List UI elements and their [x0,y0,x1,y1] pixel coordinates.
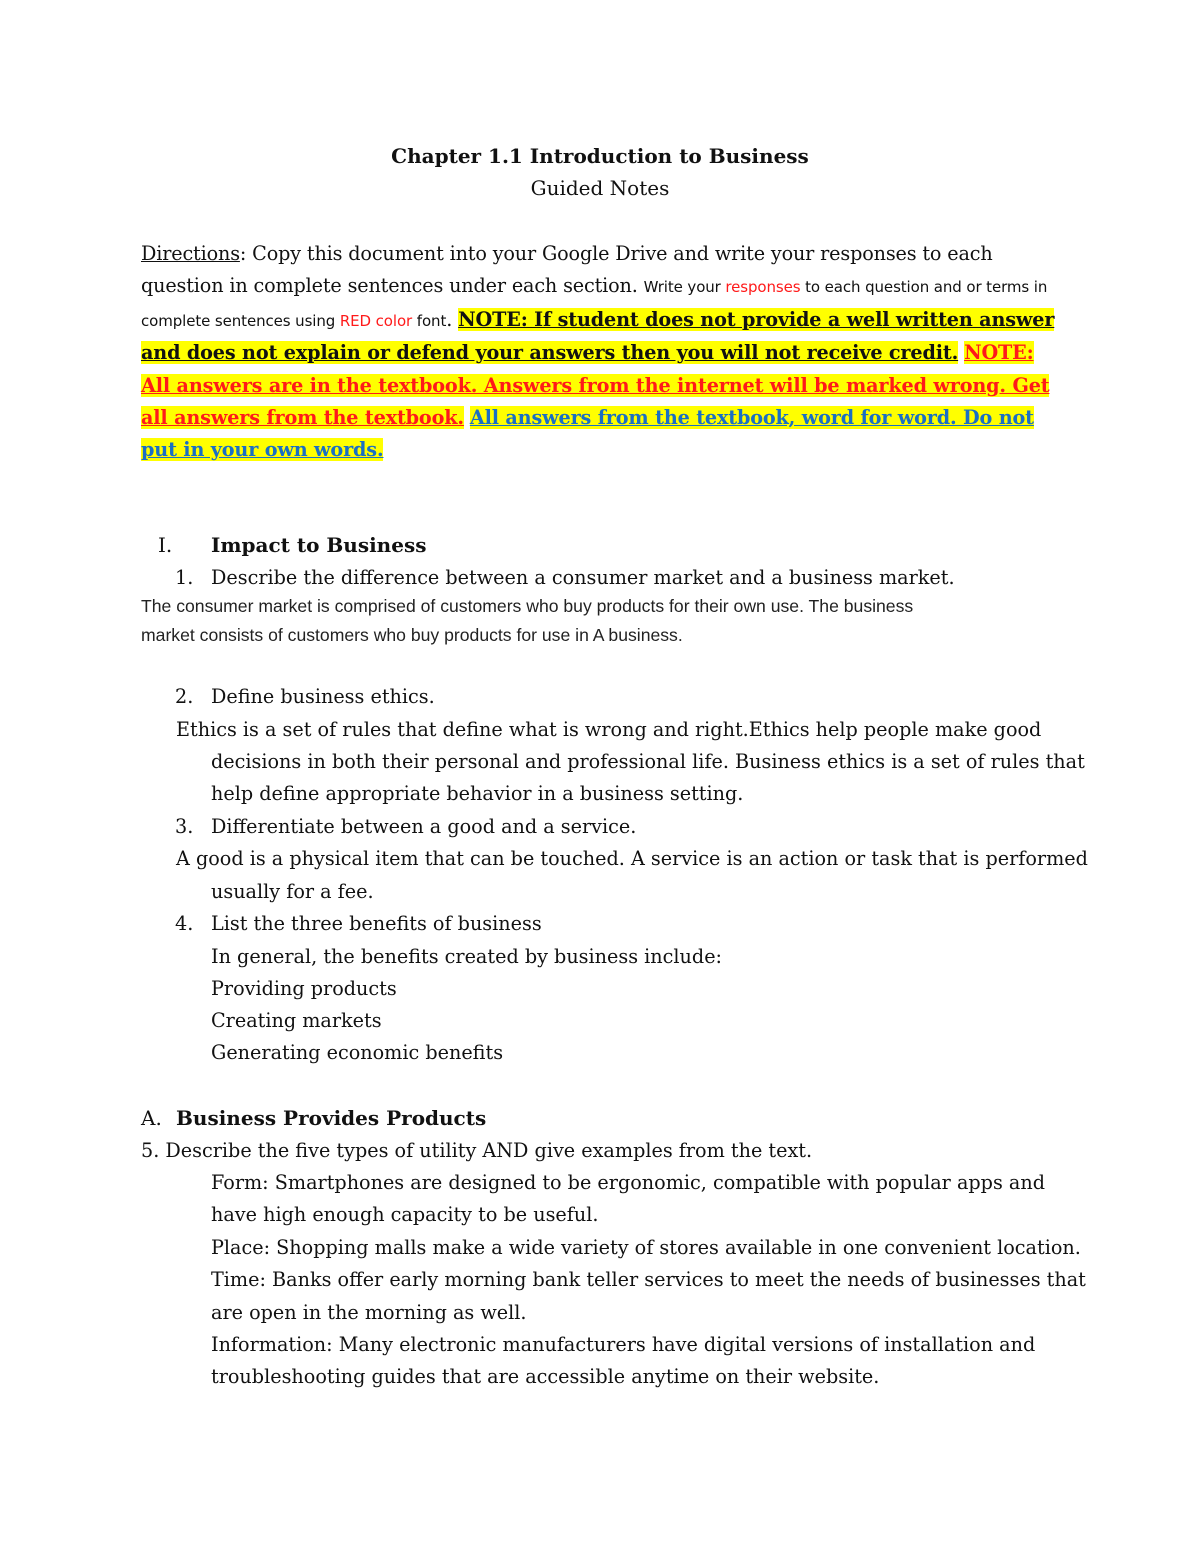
answer-line: Form: Smartphones are designed to be ergonomic, compatible with popular apps and [211,1171,1045,1194]
answer-line: The consumer market is comprised of customers who buy products for their own use. The business [141,596,914,616]
note-space-2 [464,406,470,429]
answer-line: have high enough capacity to be useful. [211,1203,599,1226]
answer-list-item: Providing products [211,977,397,1000]
directions-paragraph [141,238,1056,467]
note-credit-warning: NOTE: If student does not provide a well written answer and does not explain or defend your answers then you will not receive credit. [141,307,1055,365]
answer-line: A good is a physical item that can be touched. A service is an action or task that is performed [176,847,1088,870]
answer-line: help define appropriate behavior in a business setting. [211,782,744,805]
question-text: Describe the difference between a consumer market and a business market. [211,566,955,589]
answer-line: market consists of customers who buy products for use in A business. [141,625,683,645]
section-letter: A. [141,1106,162,1130]
document-title: Chapter 1.1 Introduction to Business [391,144,809,168]
document-subtitle: Guided Notes [530,176,670,200]
directions-label: Directions [141,242,240,265]
question-number: 4. [175,912,194,935]
directions-colon: : [239,242,247,265]
answer-line: usually for a fee. [211,880,374,903]
directions-red-responses: responses [725,278,801,297]
question-text: List the three benefits of business [211,912,542,935]
answer-line: Place: Shopping malls make a wide variety of stores available in one convenient location. [211,1236,1081,1259]
note-textbook-answers: NOTE: All answers are in the textbook. Answers from the internet will be marked wrong. Get all answers from the textbook. [141,341,1050,430]
answer-list-item: Generating economic benefits [211,1041,504,1064]
answer-line: Ethics is a set of rules that define what is wrong and right.Ethics help people make good [176,718,1042,741]
question-number: 3. [175,815,194,838]
directions-red-color: RED color [339,311,413,330]
answer-line: troubleshooting guides that are accessible anytime on their website. [211,1365,880,1388]
directions-text: Copy this document into your Google Drive and write your responses to each question in complete sentences under each section. [141,242,993,298]
answer-line: are open in the morning as well. [211,1301,527,1324]
answer-line: Time: Banks offer early morning bank teller services to meet the needs of businesses that [211,1268,1086,1291]
directions-sans-text-2: to each question and or terms in complete sentences using [141,278,1048,330]
directions-period: . [446,307,459,331]
question-text: Differentiate between a good and a service. [211,815,637,838]
answer-line: In general, the benefits created by business include: [211,945,723,968]
directions-sans-text-3: font [412,311,447,330]
answer-list-item: Creating markets [211,1009,382,1032]
answer-line: decisions in both their personal and professional life. Business ethics is a set of rules that [211,750,1085,773]
note-word-for-word: All answers from the textbook, word for word. Do not put in your own words. [141,406,1034,462]
answer-line: Information: Many electronic manufacturers have digital versions of installation and [211,1333,1036,1356]
section-heading: Impact to Business [211,533,427,557]
section-numeral: I. [158,533,173,557]
directions-sans-text-1: Write your [643,278,726,297]
question-text: 5. Describe the five types of utility AND give examples from the text. [141,1139,813,1162]
question-number: 2. [175,685,194,708]
question-text: Define business ethics. [211,685,435,708]
section-heading: Business Provides Products [176,1106,487,1130]
question-number: 1. [175,566,194,589]
